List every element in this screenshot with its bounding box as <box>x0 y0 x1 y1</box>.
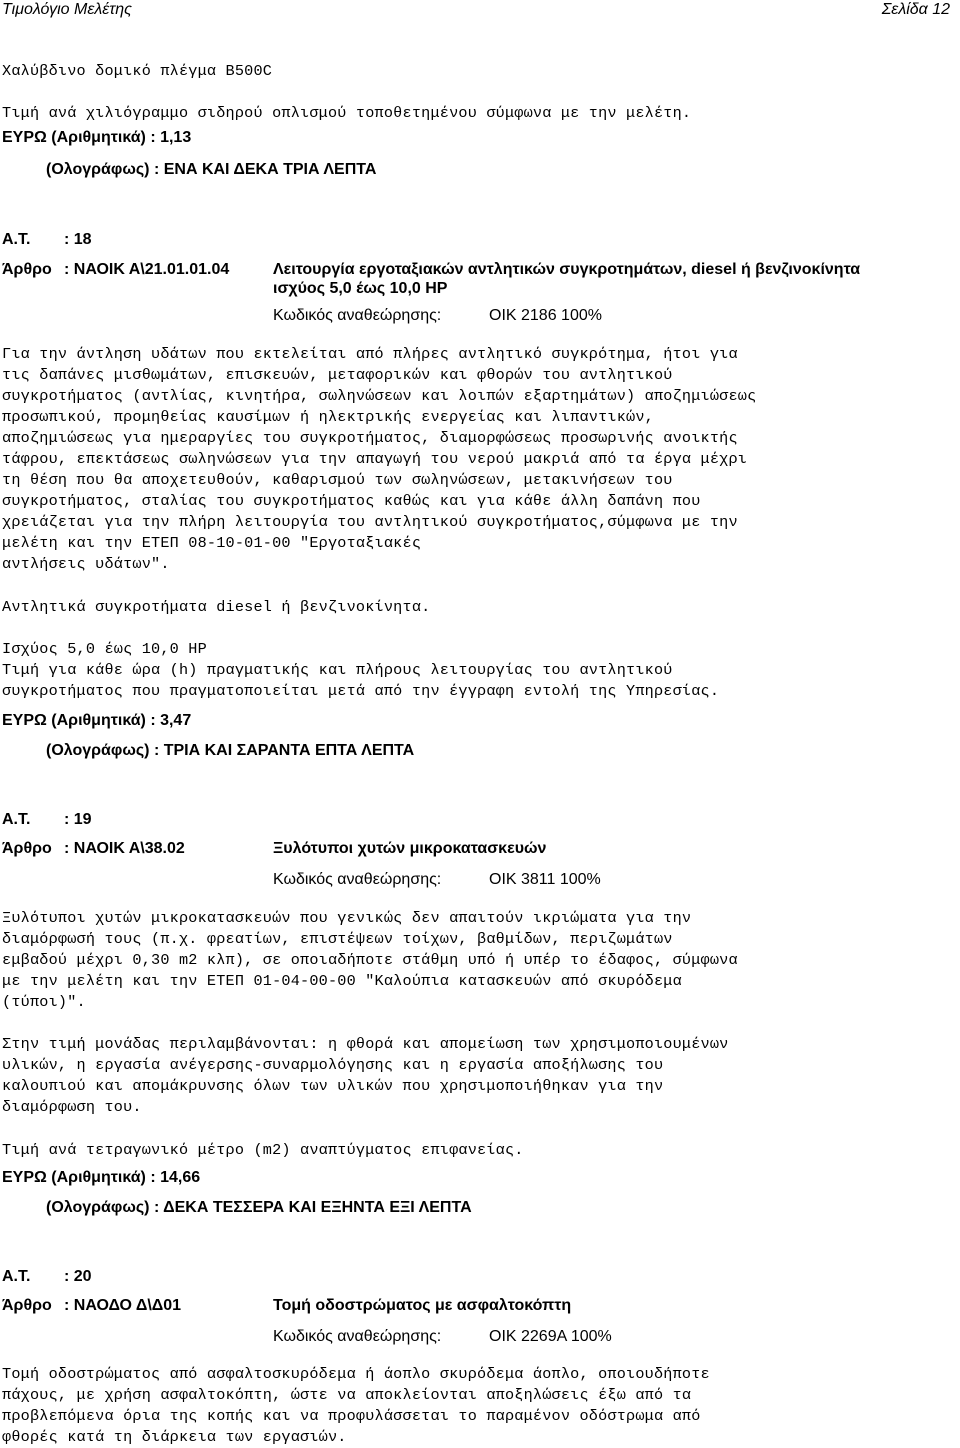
unit-line: Τιμή για κάθε ώρα (h) πραγματικής και πλήρους λειτουργίας του αντλητικού <box>2 661 673 679</box>
description-line: προσωπικού, προμηθείας καυσίμων ή ηλεκτρικής ενεργείας και λιπαντικών, <box>2 408 654 426</box>
description-line: με την μελέτη και την ΕΤΕΠ 01-04-00-00 "Καλούπια κατασκευών από σκυρόδεμα <box>2 972 682 990</box>
item-title-line1: Τομή οδοστρώματος με ασφαλτοκόπτη <box>273 1297 572 1314</box>
unit-description <box>2 660 719 702</box>
header-right: Σελίδα 12 <box>881 1 950 18</box>
description-line: (τύποι)". <box>2 993 86 1011</box>
description-line: φθορές κατά τη διάρκεια των εργασιών. <box>2 1428 347 1446</box>
intro-price-numeric: ΕΥΡΩ (Αριθμητικά) : 1,13 <box>2 129 192 146</box>
description-line: αποζημιώσεως για ημεραργίες του συγκροτήματος, διαμορφώσεως προσωρινής ανοικτής <box>2 429 738 447</box>
unit-line: συγκροτήματος που πραγματοποιείται μετά από την έγγραφη εντολή της Υπηρεσίας. <box>2 682 720 700</box>
arthro-label: Άρθρο <box>2 261 52 278</box>
revision-code-label: Κωδικός αναθεώρησης: <box>273 1328 442 1345</box>
description-line: υλικών, η εργασία ανέγερσης-συναρμολόγησης και η εργασία αποξήλωσης του <box>2 1056 664 1074</box>
description-line: αντλήσεις υδάτων". <box>2 555 170 573</box>
revision-code-value: ΟΙΚ 2186 100% <box>489 307 602 324</box>
price-numeric: ΕΥΡΩ (Αριθμητικά) : 14,66 <box>2 1169 201 1186</box>
revision-code-value: ΟΙΚ 2269Α 100% <box>489 1328 612 1345</box>
arthro-value: : ΝΑΟΙΚ Α\38.02 <box>64 840 185 857</box>
item-description <box>2 1364 710 1448</box>
item-title-line1: Λειτουργία εργοταξιακών αντλητικών συγκροτημάτων, diesel ή βενζινοκίνητα <box>273 261 861 278</box>
intro-title: Χαλύβδινο δομικό πλέγμα B500C <box>2 62 273 80</box>
description-line: Τομή οδοστρώματος από ασφαλτοσκυρόδεμα ή άοπλο σκυρόδεμα άοπλο, οποιουδήποτε <box>2 1365 710 1383</box>
subcategory-line: Ισχύος 5,0 έως 10,0 HP <box>2 640 207 658</box>
description-line: εμβαδού μέχρι 0,30 m2 κλπ), σε οποιαδήποτε στάθμη υπό ή υπέρ το έδαφος, σύμφωνα <box>2 951 738 969</box>
item-description <box>2 344 756 575</box>
description-line: μελέτη και την ΕΤΕΠ 08-10-01-00 "Εργοταξιακές <box>2 534 422 552</box>
at-label: Α.Τ. <box>2 231 31 248</box>
arthro-value: : ΝΑΟΔΟ Δ\Δ01 <box>64 1297 182 1314</box>
arthro-label: Άρθρο <box>2 1297 52 1314</box>
at-label: Α.Τ. <box>2 1268 31 1285</box>
item-title-line2: ισχύος 5,0 έως 10,0 HP <box>273 280 448 297</box>
at-label: Α.Τ. <box>2 811 31 828</box>
description-line: τη θέση που θα αποχετευθούν, καθαρισμού των σωληνώσεων, μετακινήσεων του <box>2 471 673 489</box>
price-words: (Ολογράφως) : ΤΡΙΑ ΚΑΙ ΣΑΡΑΝΤΑ ΕΠΤΑ ΛΕΠΤΑ <box>46 742 415 759</box>
description-line: διαμόρφωση του. <box>2 1098 142 1116</box>
description-line: διαμόρφωσή τους (π.χ. φρεατίων, επιστέψεων τοίχων, βαθμίδων, περιζωμάτων <box>2 930 673 948</box>
item-description-2 <box>2 1034 729 1118</box>
revision-code-label: Κωδικός αναθεώρησης: <box>273 307 442 324</box>
header-left: Τιμολόγιο Μελέτης <box>2 1 132 18</box>
at-value: : 18 <box>64 231 92 248</box>
description-line: συγκροτήματος, σταλίας του συγκροτήματος καθώς και για κάθε άλλη δαπάνη που <box>2 492 701 510</box>
description-line: Για την άντληση υδάτων που εκτελείται από πλήρες αντλητικό συγκρότημα, ήτοι για <box>2 345 738 363</box>
revision-code-value: ΟΙΚ 3811 100% <box>489 871 601 888</box>
description-line: Στην τιμή μονάδας περιλαμβάνονται: η φθορά και απομείωση των χρησιμοποιουμένων <box>2 1035 729 1053</box>
arthro-label: Άρθρο <box>2 840 52 857</box>
description-line: τις δαπάνες μισθωμάτων, επισκευών, μεταφορικών και φθορών του αντλητικού <box>2 366 673 384</box>
description-line: τάφρου, επεκτάσεως σωληνώσεων για την απαγωγή του νερού μακριά από τα έργα μέχρι <box>2 450 748 468</box>
description-line: συγκροτήματος (αντλίας, κινητήρα, σωληνώσεων και λοιπών εξαρτημάτων) αποζημιώσεως <box>2 387 757 405</box>
description-line: καλουπιού και απομάκρυνσης όλων των υλικών που χρησιμοποιήθηκαν για την <box>2 1077 664 1095</box>
arthro-value: : ΝΑΟΙΚ Α\21.01.01.04 <box>64 261 230 278</box>
description-line: προβλεπόμενα όρια της κοπής και να προφυλάσσεται το παραμένον οδόστρωμα από <box>2 1407 701 1425</box>
item-description <box>2 908 738 1013</box>
intro-price-words: (Ολογράφως) : ΕΝΑ ΚΑΙ ΔΕΚΑ ΤΡΙΑ ΛΕΠΤΑ <box>46 161 377 178</box>
intro-description: Τιμή ανά χιλιόγραμμο σιδηρού οπλισμού τοποθετημένου σύμφωνα με την μελέτη. <box>2 104 692 122</box>
at-value: : 20 <box>64 1268 92 1285</box>
description-line: χρειάζεται για την πλήρη λειτουργία του αντλητικού συγκροτήματος,σύμφωνα με την <box>2 513 738 531</box>
revision-code-label: Κωδικός αναθεώρησης: <box>273 871 442 888</box>
unit-description: Τιμή ανά τετραγωνικό μέτρο (m2) αναπτύγματος επιφανείας. <box>2 1141 524 1159</box>
price-words: (Ολογράφως) : ΔΕΚΑ ΤΕΣΣΕΡΑ ΚΑΙ ΕΞΗΝΤΑ ΕΞΙ ΛΕΠΤΑ <box>46 1199 472 1216</box>
item-title-line1: Ξυλότυποι χυτών μικροκατασκευών <box>273 840 547 857</box>
at-value: : 19 <box>64 811 92 828</box>
description-line: πάχους, με χρήση ασφαλτοκόπτη, ώστε να αποκλείονται αποξηλώσεις έξω από τα <box>2 1386 692 1404</box>
subcategory-line: Αντλητικά συγκροτήματα diesel ή βενζινοκίνητα. <box>2 598 431 616</box>
price-numeric: ΕΥΡΩ (Αριθμητικά) : 3,47 <box>2 712 192 729</box>
description-line: Ξυλότυποι χυτών μικροκατασκευών που γενικώς δεν απαιτούν ικριώματα για την <box>2 909 692 927</box>
